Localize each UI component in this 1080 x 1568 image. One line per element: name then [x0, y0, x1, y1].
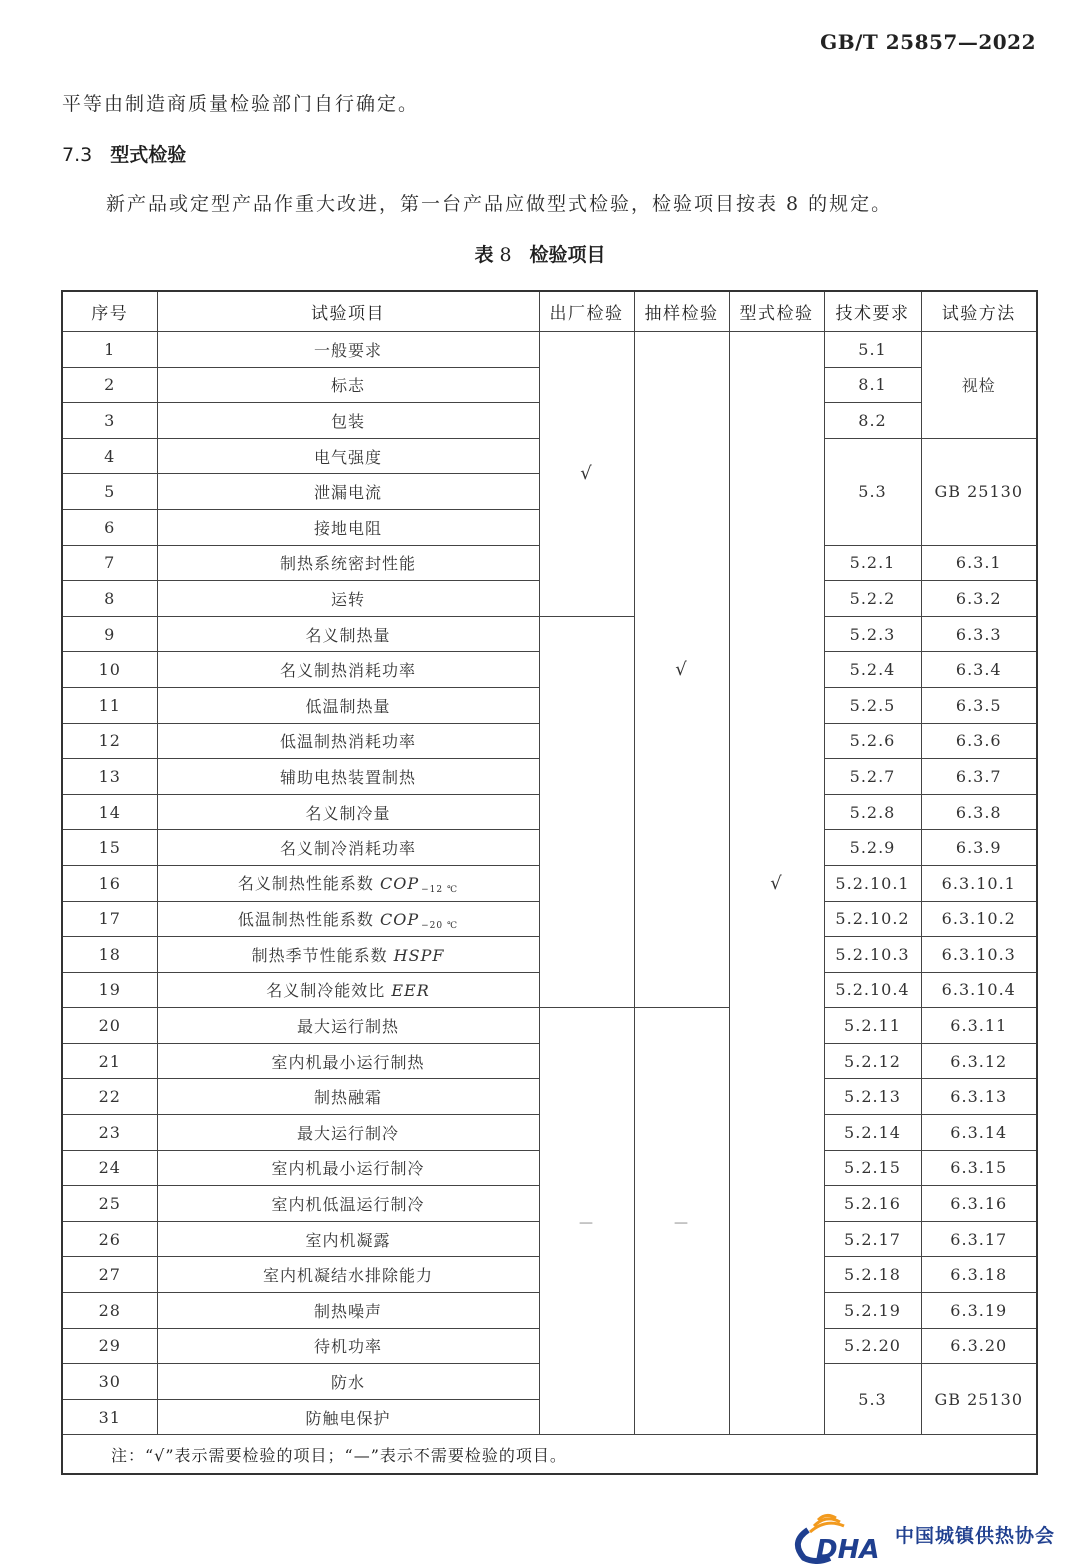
- test-item: [157, 581, 539, 617]
- test-item-label: 最大运行制热: [296, 1017, 399, 1037]
- technical-requirement: 5.2.17: [824, 1221, 921, 1257]
- technical-requirement: 5.2.11: [824, 1008, 921, 1044]
- test-item: [157, 1079, 539, 1115]
- test-item-label: 名义制热消耗功率: [279, 661, 416, 681]
- technical-requirement: 5.2.6: [824, 723, 921, 759]
- dha-mark: DHA: [816, 1535, 880, 1564]
- test-item-label: 防水: [330, 1373, 365, 1393]
- technical-requirement: 5.2.8: [824, 794, 921, 830]
- row-number: 28: [62, 1293, 157, 1329]
- test-method: 6.3.12: [921, 1043, 1037, 1079]
- col-header-no: 序号: [62, 291, 157, 332]
- row-number: 2: [62, 367, 157, 403]
- technical-requirement: 5.2.4: [824, 652, 921, 688]
- check-mark: [729, 332, 824, 1435]
- table-caption-prefix: 表: [474, 244, 494, 266]
- test-item-label: 制热季节性能系数: [251, 945, 394, 965]
- test-item: [157, 1150, 539, 1186]
- row-number: 16: [62, 865, 157, 901]
- test-item: [157, 1328, 539, 1364]
- test-item: [157, 1257, 539, 1293]
- test-item: [157, 616, 539, 652]
- technical-requirement: 8.1: [824, 367, 921, 403]
- row-number: 13: [62, 759, 157, 795]
- table-caption-title: 检验项目: [529, 244, 606, 266]
- test-method: 6.3.10.4: [921, 972, 1037, 1008]
- table-row: [62, 616, 1037, 652]
- test-method: 6.3.6: [921, 723, 1037, 759]
- row-number: 24: [62, 1150, 157, 1186]
- technical-requirement: 5.3: [824, 1364, 921, 1435]
- test-item-label: 标志: [330, 376, 365, 396]
- test-item-label: 低温制热量: [305, 696, 391, 716]
- row-number: 9: [62, 616, 157, 652]
- dash-mark-icon: —: [674, 1214, 689, 1231]
- test-method: 6.3.20: [921, 1328, 1037, 1364]
- test-item-label: 泄漏电流: [313, 483, 382, 503]
- row-number: 11: [62, 687, 157, 723]
- col-header-factory: 出厂检验: [539, 291, 634, 332]
- test-item-label: 制热系统密封性能: [279, 554, 416, 574]
- row-number: 15: [62, 830, 157, 866]
- technical-requirement: 5.2.3: [824, 616, 921, 652]
- test-item: [157, 972, 539, 1008]
- technical-requirement: 5.2.12: [824, 1043, 921, 1079]
- test-method: 6.3.3: [921, 616, 1037, 652]
- technical-requirement: 5.2.9: [824, 830, 921, 866]
- test-item-label: 名义制热性能系数: [237, 874, 381, 894]
- table-row: [62, 1008, 1037, 1044]
- row-number: 23: [62, 1115, 157, 1151]
- technical-requirement: 5.2.2: [824, 581, 921, 617]
- test-item-label: 室内机凝露: [305, 1230, 391, 1250]
- test-method: 6.3.1: [921, 545, 1037, 581]
- test-item: [157, 1221, 539, 1257]
- row-number: 29: [62, 1328, 157, 1364]
- test-item: [157, 830, 539, 866]
- test-method: 6.3.17: [921, 1221, 1037, 1257]
- test-method: 6.3.11: [921, 1008, 1037, 1044]
- row-number: 10: [62, 652, 157, 688]
- test-method: 视检: [921, 332, 1037, 439]
- test-item-label: 名义制冷能效比: [266, 981, 392, 1001]
- test-method: 6.3.10.3: [921, 937, 1037, 973]
- flame-arcs-icon: [810, 1515, 844, 1532]
- table-note-row: [62, 1435, 1037, 1475]
- technical-requirement: 5.2.5: [824, 687, 921, 723]
- dash-mark-icon: —: [579, 1214, 594, 1231]
- test-item: [157, 865, 539, 901]
- technical-requirement: 5.2.10.1: [824, 865, 921, 901]
- technical-requirement: 5.2.20: [824, 1328, 921, 1364]
- test-item: [157, 1115, 539, 1151]
- technical-requirement: 5.2.19: [824, 1293, 921, 1329]
- test-item-label: 接地电阻: [313, 518, 382, 538]
- row-number: 4: [62, 438, 157, 474]
- test-item: [157, 1043, 539, 1079]
- test-item: [157, 723, 539, 759]
- test-item: [157, 937, 539, 973]
- test-method: 6.3.14: [921, 1115, 1037, 1151]
- technical-requirement: 5.2.18: [824, 1257, 921, 1293]
- test-method: 6.3.4: [921, 652, 1037, 688]
- test-method: GB 25130: [921, 1364, 1037, 1435]
- technical-requirement: 5.2.7: [824, 759, 921, 795]
- check-mark-icon: √: [770, 872, 783, 894]
- row-number: 14: [62, 794, 157, 830]
- col-header-item: 试验项目: [157, 291, 539, 332]
- row-number: 20: [62, 1008, 157, 1044]
- test-item-label: 名义制冷消耗功率: [279, 839, 416, 859]
- test-method: 6.3.16: [921, 1186, 1037, 1222]
- technical-requirement: 5.2.13: [824, 1079, 921, 1115]
- test-method: 6.3.5: [921, 687, 1037, 723]
- test-item-subscript: −20 ℃: [421, 920, 459, 931]
- test-method: GB 25130: [921, 438, 1037, 545]
- check-mark-icon: √: [675, 659, 688, 681]
- section-number: 7.3: [62, 144, 93, 166]
- test-item: [157, 1186, 539, 1222]
- check-mark-icon: √: [580, 463, 593, 485]
- standard-code: GB/T 25857—2022: [820, 30, 1036, 54]
- table-caption: [0, 240, 1080, 267]
- test-item: [157, 794, 539, 830]
- check-mark: [634, 332, 729, 1008]
- test-item-label: 电气强度: [313, 447, 382, 467]
- technical-requirement: 5.2.14: [824, 1115, 921, 1151]
- technical-requirement: 5.2.15: [824, 1150, 921, 1186]
- test-item: [157, 652, 539, 688]
- technical-requirement: 5.2.16: [824, 1186, 921, 1222]
- test-item: [157, 474, 539, 510]
- test-item-label: 一般要求: [313, 340, 382, 360]
- test-item: [157, 1399, 539, 1435]
- test-method: 6.3.18: [921, 1257, 1037, 1293]
- technical-requirement: 5.2.10.4: [824, 972, 921, 1008]
- test-item-label: 室内机最小运行制热: [271, 1052, 425, 1072]
- row-number: 25: [62, 1186, 157, 1222]
- test-item: [157, 901, 539, 937]
- check-mark: [539, 332, 634, 617]
- col-header-method: 试验方法: [921, 291, 1037, 332]
- inspection-items-table: [61, 290, 1038, 1475]
- test-item-label: 包装: [330, 411, 365, 431]
- test-item: [157, 367, 539, 403]
- row-number: 1: [62, 332, 157, 368]
- row-number: 12: [62, 723, 157, 759]
- row-number: 22: [62, 1079, 157, 1115]
- org-name: 中国城镇供热协会: [895, 1525, 1056, 1547]
- test-item-label: 最大运行制冷: [296, 1123, 399, 1143]
- row-number: 19: [62, 972, 157, 1008]
- test-item: [157, 438, 539, 474]
- test-method: 6.3.10.1: [921, 865, 1037, 901]
- test-item: [157, 1008, 539, 1044]
- test-item: [157, 1364, 539, 1400]
- paragraph-type-inspection: 新产品或定型产品作重大改进，第一台产品应做型式检验，检验项目按表 8 的规定。: [106, 193, 893, 215]
- test-item-symbol: EER: [391, 981, 430, 1001]
- test-item-symbol: COP: [380, 874, 420, 894]
- row-number: 17: [62, 901, 157, 937]
- test-method: 6.3.15: [921, 1150, 1037, 1186]
- test-item: [157, 509, 539, 545]
- row-number: 21: [62, 1043, 157, 1079]
- row-number: 8: [62, 581, 157, 617]
- table-note: 注：“√”表示需要检验的项目；“—”表示不需要检验的项目。: [62, 1435, 1037, 1475]
- table-row: [62, 332, 1037, 368]
- technical-requirement: 5.3: [824, 438, 921, 545]
- test-item: [157, 403, 539, 439]
- dash-mark: [539, 1008, 634, 1435]
- technical-requirement: 5.2.10.3: [824, 937, 921, 973]
- test-item-symbol: COP: [380, 909, 420, 929]
- test-item-label: 低温制热性能系数: [237, 909, 381, 929]
- test-item-label: 防触电保护: [305, 1408, 391, 1428]
- col-header-type: 型式检验: [729, 291, 824, 332]
- table-header-row: [62, 291, 1037, 332]
- test-method: 6.3.9: [921, 830, 1037, 866]
- section-title: 型式检验: [110, 144, 187, 166]
- test-item: [157, 332, 539, 368]
- test-item-label: 制热融霜: [313, 1088, 382, 1108]
- test-method: 6.3.19: [921, 1293, 1037, 1329]
- technical-requirement: 8.2: [824, 403, 921, 439]
- test-item-subscript: −12 ℃: [421, 885, 459, 896]
- table-caption-number: 8: [499, 244, 512, 266]
- test-item-label: 室内机凝结水排除能力: [262, 1266, 433, 1286]
- row-number: 26: [62, 1221, 157, 1257]
- row-number: 3: [62, 403, 157, 439]
- test-item-symbol: HSPF: [393, 945, 445, 965]
- test-item-label: 名义制冷量: [305, 803, 391, 823]
- test-item: [157, 545, 539, 581]
- col-header-sampling: 抽样检验: [634, 291, 729, 332]
- test-item-label: 待机功率: [313, 1337, 382, 1357]
- row-number: 7: [62, 545, 157, 581]
- test-item-label: 室内机低温运行制冷: [271, 1195, 425, 1215]
- dash-mark: [634, 1008, 729, 1435]
- test-item-label: 室内机最小运行制冷: [271, 1159, 425, 1179]
- section-heading: [62, 140, 186, 167]
- empty-cell: [539, 616, 634, 1008]
- test-item: [157, 1293, 539, 1329]
- test-item: [157, 687, 539, 723]
- test-method: 6.3.8: [921, 794, 1037, 830]
- test-method: 6.3.10.2: [921, 901, 1037, 937]
- row-number: 27: [62, 1257, 157, 1293]
- test-item-label: 低温制热消耗功率: [279, 732, 416, 752]
- test-item-label: 名义制热量: [305, 625, 391, 645]
- test-item-label: 制热噪声: [313, 1301, 382, 1321]
- test-method: 6.3.7: [921, 759, 1037, 795]
- technical-requirement: 5.2.10.2: [824, 901, 921, 937]
- paragraph-continued: 平等由制造商质量检验部门自行确定。: [62, 93, 420, 115]
- test-method: 6.3.13: [921, 1079, 1037, 1115]
- test-item-label: 辅助电热装置制热: [279, 767, 416, 787]
- technical-requirement: 5.2.1: [824, 545, 921, 581]
- row-number: 6: [62, 509, 157, 545]
- test-item: [157, 759, 539, 795]
- test-item-label: 运转: [330, 589, 365, 609]
- row-number: 30: [62, 1364, 157, 1400]
- technical-requirement: 5.1: [824, 332, 921, 368]
- row-number: 18: [62, 937, 157, 973]
- test-method: 6.3.2: [921, 581, 1037, 617]
- col-header-requirement: 技术要求: [824, 291, 921, 332]
- row-number: 5: [62, 474, 157, 510]
- row-number: 31: [62, 1399, 157, 1435]
